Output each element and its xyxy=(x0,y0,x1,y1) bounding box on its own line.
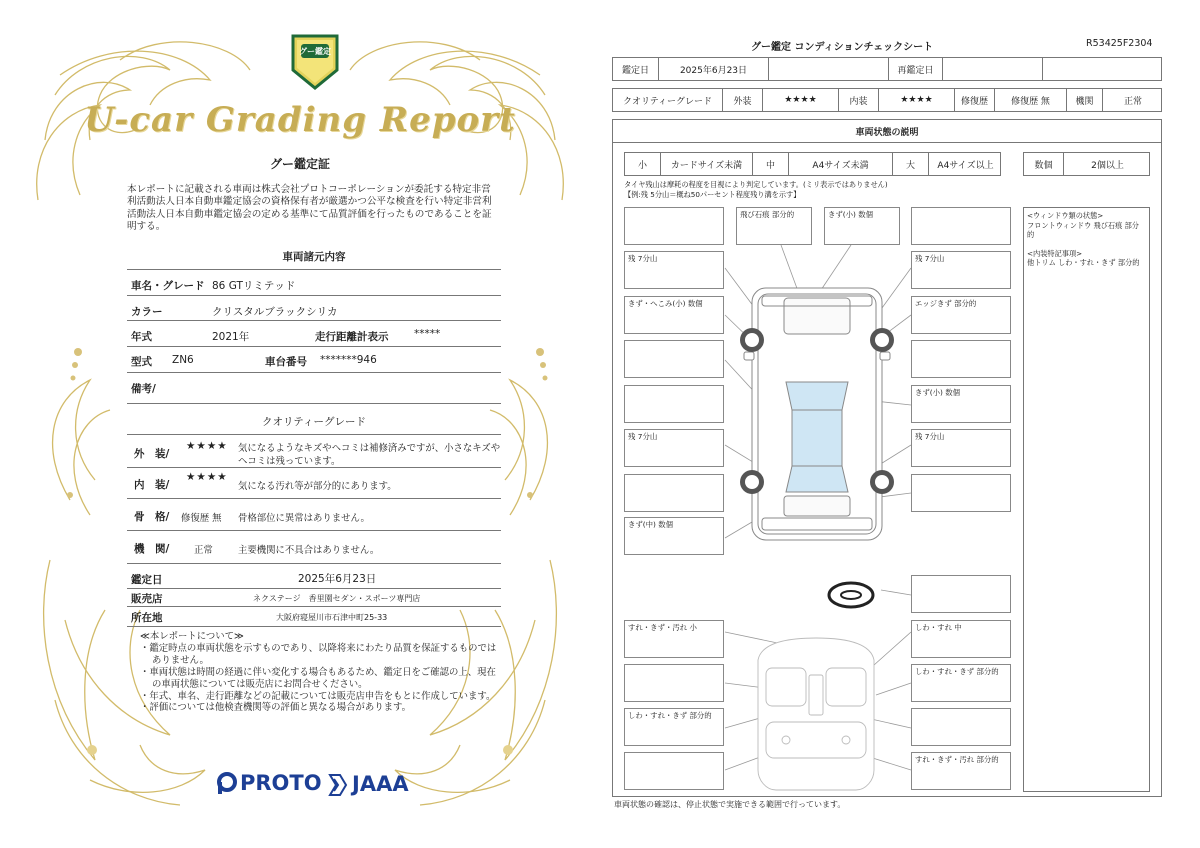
engine-value: 正常 xyxy=(1123,96,1142,107)
certificate-title: グー鑑定証 xyxy=(269,157,330,171)
specs-title: 車両諸元内容 xyxy=(282,251,346,263)
frame-label: 骨 格/ xyxy=(134,511,170,523)
tire-box-right-rear: 残 7分山 xyxy=(911,429,1011,467)
damage-box-scratch-mid: きず(中) 数個 xyxy=(624,517,724,555)
damage-box-edge: エッジきず 部分的 xyxy=(911,296,1011,334)
damage-box-chip: 飛び石痕 部分的 xyxy=(736,207,812,245)
badge-label: グー鑑定 xyxy=(299,47,331,56)
interior-box xyxy=(911,708,1011,746)
repair-value: 修復歴 無 xyxy=(995,89,1067,111)
divider xyxy=(127,295,501,296)
divider xyxy=(127,320,501,321)
damage-box xyxy=(624,474,724,512)
interior-stars: ★★★★ xyxy=(186,471,228,483)
year-value: 2021年 xyxy=(212,331,250,343)
tire-box-right-front: 残 7分山 xyxy=(911,251,1011,289)
size-small-desc: カードサイズ未満 xyxy=(661,153,753,175)
interior-label: 内装 xyxy=(839,89,879,111)
interior-box xyxy=(624,664,724,702)
color-value: クリスタルブラックシリカ xyxy=(212,306,338,318)
divider xyxy=(127,588,501,589)
certificate-statement: 本レポートに記載される車両は株式会社プロトコーポレーションが委託する特定非営利活動法人日本自動車鑑定協会の資格保有者が厳選かつ公平な検査を行い特定非営利活動法人日本自動車鑑定協会の定める基準にて品質評価を行ったものであることを証明する。 xyxy=(127,184,492,233)
divider xyxy=(127,434,501,435)
model-label: 型式 xyxy=(131,356,152,368)
sheet-title: グー鑑定 コンディションチェックシート xyxy=(751,42,934,53)
appraisal-date-value: 2025年6月23日 xyxy=(298,573,377,585)
sheet-footer: 車両状態の確認は、停止状態で実施できる範囲で行っています。 xyxy=(614,800,846,809)
interior-label: 内 装/ xyxy=(134,479,170,491)
damage-box-dent: きず・へこみ(小) 数個 xyxy=(624,296,724,334)
size-large-label: 大 xyxy=(893,153,929,175)
shop-label: 販売店 xyxy=(131,593,163,605)
interior-box-3: しわ・すれ・きず 部分的 xyxy=(911,664,1011,702)
interior-notes-title: <内装特記事項> xyxy=(1027,248,1083,258)
car-name-value: 86 GTリミテッド xyxy=(212,280,296,292)
divider xyxy=(127,346,501,347)
address-label: 所在地 xyxy=(131,612,163,624)
tire-box-left-rear: 残 7分山 xyxy=(624,429,724,467)
damage-box-scratch: きず(小) 数個 xyxy=(824,207,900,245)
damage-box xyxy=(911,474,1011,512)
exterior-label: 外装 xyxy=(723,89,763,111)
jaaa-logo xyxy=(328,771,409,797)
report-title: U-car Grading Report xyxy=(84,100,516,140)
tire-note-1: タイヤ残山は摩耗の程度を目視により判定しています。(ミリ表示ではありません) xyxy=(624,180,888,189)
note-item: ・評価については他検査機関等の評価と異なる場合があります。 xyxy=(140,702,411,714)
engine-value: 正常 xyxy=(194,545,213,556)
goo-appraisal-badge-icon xyxy=(287,30,343,94)
jaaa-mark-icon xyxy=(328,771,348,797)
year-label: 年式 xyxy=(131,331,152,343)
address-value: 大阪府寝屋川市石津中町25-33 xyxy=(276,613,388,622)
engine-text: 主要機関に不具合はありません。 xyxy=(238,545,380,556)
interior-stars: ★★★★ xyxy=(879,89,955,111)
engine-label: 機 関/ xyxy=(134,543,170,555)
divider xyxy=(127,269,501,270)
tire-box-left-front: 残 7分山 xyxy=(624,251,724,289)
interior-box-4: しわ・すれ・きず 部分的 xyxy=(624,708,724,746)
exterior-label: 外 装/ xyxy=(134,448,170,460)
note-item: ・鑑定時点の車両状態を示すものであり、以降将来にわたり品質を保証するものではありません。 xyxy=(140,642,497,666)
mileage-value: ***** xyxy=(414,328,441,340)
proto-logo xyxy=(216,771,322,795)
note-item: ・車両状態は時間の経過に伴い変化する場合もあるため、鑑定日をご確認の上、現在の車両状態については販売店にお問合せください。 xyxy=(140,666,496,690)
size-mid-desc: A4サイズ未満 xyxy=(789,153,893,175)
report-notes xyxy=(140,631,500,714)
model-value: ZN6 xyxy=(172,354,194,366)
steering-box xyxy=(911,575,1011,613)
repair-label: 修復歴 xyxy=(955,89,995,111)
remarks-label: 備考/ xyxy=(131,383,156,395)
divider xyxy=(127,403,501,404)
window-notes: フロントウィンドウ 飛び石痕 部分的 xyxy=(1027,220,1139,239)
damage-box xyxy=(911,207,1011,245)
damage-box-scratch-2: きず(小) 数個 xyxy=(911,385,1011,423)
damage-box xyxy=(624,207,724,245)
car-name-label: 車名・グレード xyxy=(131,280,205,292)
engine-label: 機関 xyxy=(1067,89,1103,111)
divider xyxy=(127,563,501,564)
divider xyxy=(127,606,501,607)
interior-text: 気になる汚れ等が部分的にあります。 xyxy=(238,481,397,492)
mileage-label: 走行距離計表示 xyxy=(315,331,389,343)
interior-box-1: すれ・きず・汚れ 小 xyxy=(624,620,724,658)
steering-wheel-icon xyxy=(829,583,873,607)
proto-logo-text: PROTO xyxy=(240,771,322,795)
divider xyxy=(127,372,501,373)
interior-box-5: すれ・きず・汚れ 部分的 xyxy=(911,752,1011,790)
divider xyxy=(127,626,501,627)
notes-title: ≪本レポートについて≫ xyxy=(140,631,244,642)
reinspect-label: 再鑑定日 xyxy=(889,58,943,80)
frame-text: 骨格部位に異常はありません。 xyxy=(238,513,370,524)
interior-box-2: しわ・すれ 中 xyxy=(911,620,1011,658)
divider xyxy=(127,498,501,499)
report-number: R53425F2304 xyxy=(1086,38,1153,49)
note-item: ・年式、車名、走行距離などの記載については販売店申告をもとに作成しています。 xyxy=(140,690,496,702)
quality-title: クオリティーグレード xyxy=(262,416,366,428)
damage-box xyxy=(624,385,724,423)
frame-value: 修復歴 無 xyxy=(181,513,222,524)
exterior-text-2: ヘコミは残っています。 xyxy=(238,456,341,467)
interior-notes: 他トリム しわ・すれ・きず 部分的 xyxy=(1027,258,1140,267)
date-label: 鑑定日 xyxy=(613,58,659,80)
condition-check-sheet xyxy=(606,0,1200,848)
proto-mark-icon xyxy=(216,771,238,795)
count-desc: 2個以上 xyxy=(1091,160,1124,171)
tire-note-2: 【例:残 5分山＝概ね50パーセント程度残り溝を示す】 xyxy=(624,190,801,199)
exterior-text-1: 気になるようなキズやヘコミは補修済みですが、小さなキズや xyxy=(238,443,501,454)
count-label: 数個 xyxy=(1024,153,1064,175)
quality-label: クオリティーグレード xyxy=(613,89,723,111)
date-value: 2025年6月23日 xyxy=(659,58,769,80)
window-notes-title: <ウィンドウ類の状態> xyxy=(1027,211,1104,220)
divider xyxy=(127,530,501,531)
size-large-desc: A4サイズ以上 xyxy=(937,160,994,171)
divider xyxy=(127,467,501,468)
damage-box xyxy=(911,340,1011,378)
color-label: カラー xyxy=(131,306,163,318)
chassis-label: 車台番号 xyxy=(265,356,307,368)
size-mid-label: 中 xyxy=(753,153,789,175)
section-title: 車両状態の説明 xyxy=(855,127,919,138)
interior-box xyxy=(624,752,724,790)
size-small-label: 小 xyxy=(625,153,661,175)
shop-value: ネクステージ 香里園セダン・スポーツ専門店 xyxy=(253,594,421,603)
damage-box xyxy=(624,340,724,378)
exterior-stars: ★★★★ xyxy=(763,89,839,111)
appraisal-date-label: 鑑定日 xyxy=(131,574,163,586)
chassis-value: *******946 xyxy=(320,354,377,366)
jaaa-logo-text: JAAA xyxy=(352,772,409,796)
exterior-stars: ★★★★ xyxy=(186,440,228,452)
